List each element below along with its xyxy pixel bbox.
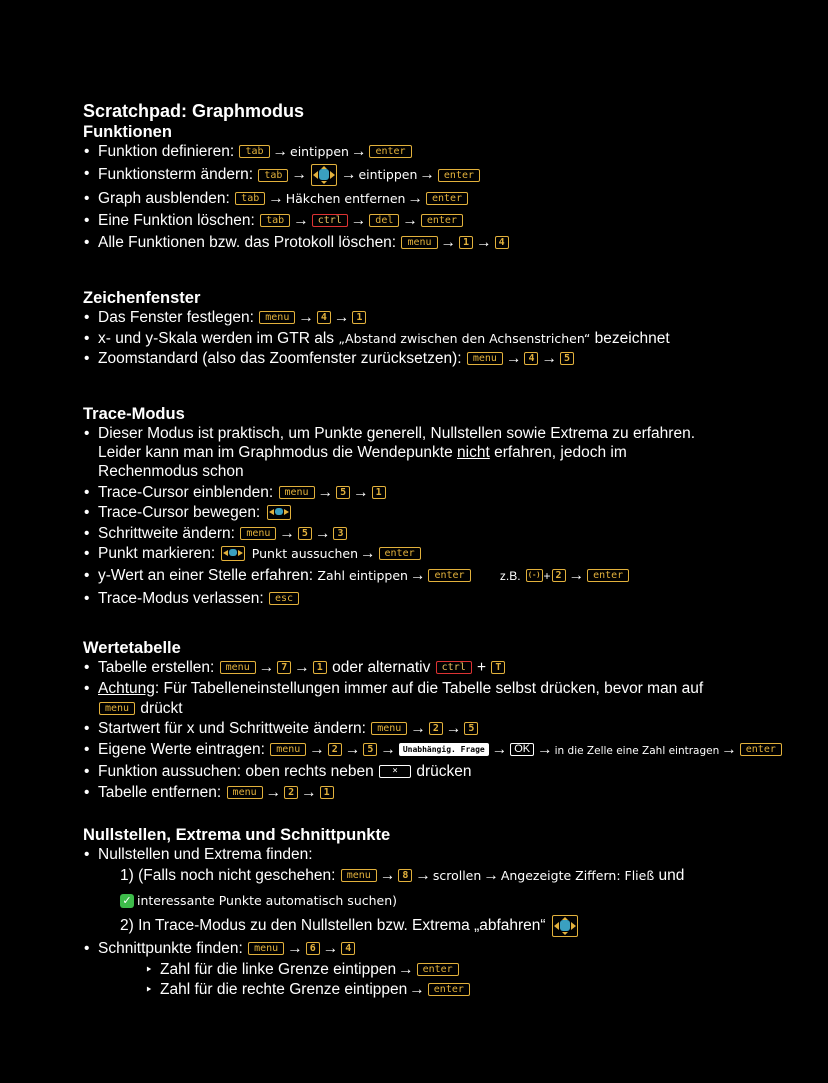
negative-key: (-) bbox=[526, 569, 543, 582]
menu-key: menu bbox=[279, 486, 315, 499]
menu-key: menu bbox=[401, 236, 437, 249]
key-2: 2 bbox=[429, 722, 443, 735]
enter-key: enter bbox=[421, 214, 463, 227]
menu-key: menu bbox=[99, 702, 135, 715]
key-5: 5 bbox=[560, 352, 574, 365]
list-item: • Eine Funktion löschen: tab → ctrl → del → enter bbox=[83, 211, 803, 230]
key-2: 2 bbox=[328, 743, 342, 756]
list-item: • Nullstellen und Extrema finden: 1) (Falls noch nicht geschehen: menu → 8 → scrollen → Angezeigte Ziffern: Fließ und ✓ interessante Punkte automatisch suchen) 2) In Trace-Modus zu den Nullstellen bzw. Extrema „abfahren“ bbox=[83, 845, 803, 937]
touchpad-icon bbox=[267, 505, 291, 520]
list-item: • Schrittweite ändern: menu → 5 → 3 bbox=[83, 524, 803, 543]
key-5: 5 bbox=[363, 743, 377, 756]
tab-key: tab bbox=[239, 145, 269, 158]
list-item: • Trace-Cursor bewegen: bbox=[83, 503, 803, 522]
tab-key: tab bbox=[260, 214, 290, 227]
section-trace bbox=[83, 404, 803, 610]
section-funktionen bbox=[83, 101, 803, 254]
key-3: 3 bbox=[333, 527, 347, 540]
enter-key: enter bbox=[426, 192, 468, 205]
menu-key: menu bbox=[227, 786, 263, 799]
tab-key: tab bbox=[258, 169, 288, 182]
list-item: • Alle Funktionen bzw. das Protokoll löschen: menu → 1 → 4 bbox=[83, 233, 803, 252]
list-item: • Eigene Werte eintragen: menu → 2 → 5 → Unabhängig. Frage → OK → in die Zelle eine Zahl eintragen → enter bbox=[83, 740, 803, 761]
menu-key: menu bbox=[220, 661, 256, 674]
del-key: del bbox=[369, 214, 399, 227]
list-item: • y-Wert an einer Stelle erfahren: Zahl eintippen → enter z.B. (-) + 2 → enter bbox=[83, 566, 803, 586]
key-1: 1 bbox=[320, 786, 334, 799]
menu-key: menu bbox=[259, 311, 295, 324]
key-7: 7 bbox=[277, 661, 291, 674]
tab-key: tab bbox=[235, 192, 265, 205]
section-nullstellen bbox=[83, 825, 803, 1000]
list-item: • Das Fenster festlegen: menu → 4 → 1 bbox=[83, 308, 803, 327]
menu-key: menu bbox=[341, 869, 377, 882]
list-item: • Punkt markieren: Punkt aussuchen → enter bbox=[83, 544, 803, 563]
ctrl-key: ctrl bbox=[436, 661, 472, 674]
key-4: 4 bbox=[495, 236, 509, 249]
key-1: 1 bbox=[313, 661, 327, 674]
enter-key: enter bbox=[740, 743, 782, 756]
touchpad-icon bbox=[311, 164, 337, 186]
key-1: 1 bbox=[352, 311, 366, 324]
key-4: 4 bbox=[524, 352, 538, 365]
checkbox-checked-icon: ✓ bbox=[120, 894, 134, 908]
enter-key: enter bbox=[428, 983, 470, 996]
esc-key: esc bbox=[269, 592, 299, 605]
enter-key: enter bbox=[379, 547, 421, 560]
heading-funktionen: Funktionen bbox=[83, 123, 172, 141]
section-wertetabelle bbox=[83, 638, 803, 803]
enter-key: enter bbox=[428, 569, 470, 582]
list-item: • Tabelle erstellen: menu → 7 → 1 oder alternativ ctrl + T bbox=[83, 658, 803, 677]
menu-key: menu bbox=[248, 942, 284, 955]
heading-wertetabelle: Wertetabelle bbox=[83, 639, 181, 657]
list-item: • Dieser Modus ist praktisch, um Punkte generell, Nullstellen sowie Extrema zu erfahren. Leider kann man im Graphmodus die Wendepunkte nicht erfahren, jedoch im Rechenmodus schon bbox=[83, 424, 803, 481]
list-item: • Schnittpunkte finden: menu → 6 → 4 bbox=[83, 939, 803, 958]
key-1: 1 bbox=[372, 486, 386, 499]
menu-key: menu bbox=[371, 722, 407, 735]
enter-key: enter bbox=[417, 963, 459, 976]
key-5: 5 bbox=[298, 527, 312, 540]
ctrl-key: ctrl bbox=[312, 214, 348, 227]
page-title: Scratchpad: Graphmodus bbox=[83, 101, 305, 121]
list-item: • Zoomstandard (also das Zoomfenster zurücksetzen): menu → 4 → 5 bbox=[83, 349, 803, 368]
key-2: 2 bbox=[284, 786, 298, 799]
list-item: ‣ Zahl für die rechte Grenze eintippen → enter bbox=[145, 980, 803, 999]
enter-key: enter bbox=[369, 145, 411, 158]
enter-key: enter bbox=[438, 169, 480, 182]
heading-trace: Trace-Modus bbox=[83, 405, 185, 423]
section-zeichenfenster bbox=[83, 288, 803, 370]
list-item: • x- und y-Skala werden im GTR als „Abstand zwischen den Achsenstrichen“ bezeichnet bbox=[83, 329, 803, 348]
menu-key: menu bbox=[270, 743, 306, 756]
unabhaengig-frage-option: Unabhängig. Frage bbox=[399, 743, 489, 756]
touchpad-icon bbox=[221, 546, 245, 561]
list-item: • Funktionsterm ändern: tab → → eintippen → enter bbox=[83, 164, 803, 186]
heading-nullstellen: Nullstellen, Extrema und Schnittpunkte bbox=[83, 826, 391, 844]
key-2: 2 bbox=[552, 569, 566, 582]
touchpad-icon bbox=[552, 915, 578, 937]
list-item: • Startwert für x und Schrittweite ändern: menu → 2 → 5 bbox=[83, 719, 803, 738]
list-item: ‣ Zahl für die linke Grenze eintippen → enter bbox=[145, 960, 803, 979]
ok-button-icon: OK bbox=[510, 743, 534, 756]
key-1: 1 bbox=[459, 236, 473, 249]
list-item: • Trace-Modus verlassen: esc bbox=[83, 589, 803, 608]
key-5: 5 bbox=[336, 486, 350, 499]
menu-key: menu bbox=[240, 527, 276, 540]
key-5: 5 bbox=[464, 722, 478, 735]
list-item: • Trace-Cursor einblenden: menu → 5 → 1 bbox=[83, 483, 803, 502]
heading-zeichenfenster: Zeichenfenster bbox=[83, 289, 201, 307]
list-item: • Tabelle entfernen: menu → 2 → 1 bbox=[83, 783, 803, 802]
menu-key: menu bbox=[467, 352, 503, 365]
key-8: 8 bbox=[398, 869, 412, 882]
key-4: 4 bbox=[317, 311, 331, 324]
dropdown-x-icon: × bbox=[379, 765, 411, 778]
key-t: T bbox=[491, 661, 505, 674]
key-6: 6 bbox=[306, 942, 320, 955]
enter-key: enter bbox=[587, 569, 629, 582]
list-item: • Funktion aussuchen: oben rechts neben × drücken bbox=[83, 762, 803, 781]
key-4: 4 bbox=[341, 942, 355, 955]
list-item: • Graph ausblenden: tab → Häkchen entfernen → enter bbox=[83, 189, 803, 208]
list-item: • Achtung: Für Tabelleneinstellungen immer auf die Tabelle selbst drücken, bevor man auf menu drückt bbox=[83, 679, 803, 718]
list-item: • Funktion definieren: tab → eintippen → enter bbox=[83, 142, 803, 161]
